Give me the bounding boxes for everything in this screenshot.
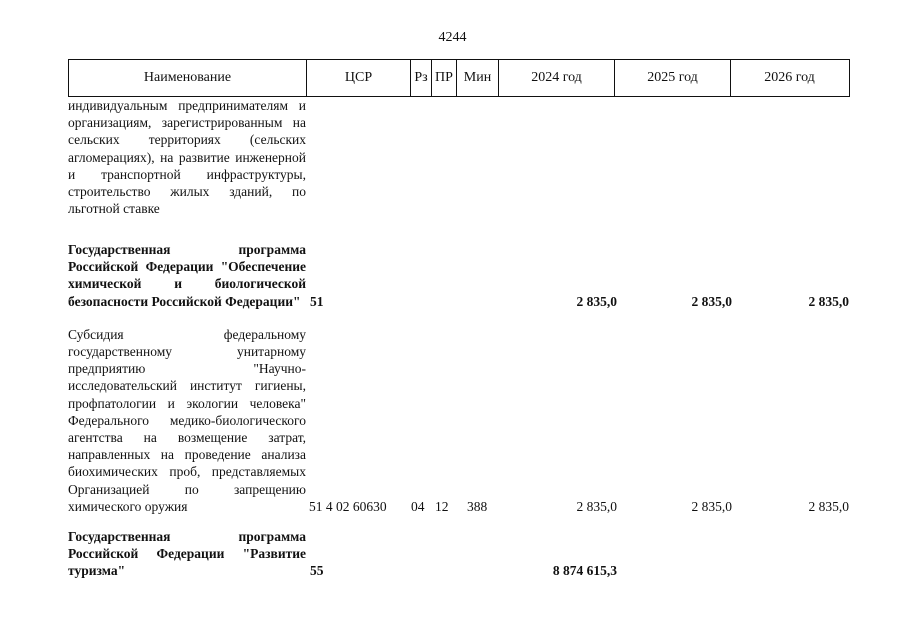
row-name: индивидуальным предпринимателям и организациям, зарегистрированным на сельских территориях (сельских агломерациях), на развитие инженерной и транспортной инфраструктуры, строительство жилых зданий, по льготной ставке	[68, 98, 306, 217]
header-min: Мин	[457, 60, 499, 96]
row-2024: 2 835,0	[576, 293, 617, 309]
header-csr: ЦСР	[307, 60, 411, 96]
table-row	[68, 528, 850, 580]
row-pr: 12	[435, 498, 449, 514]
table-row	[68, 326, 850, 515]
header-2026: 2026 год	[764, 70, 815, 85]
row-name: Субсидия федеральному государственному унитарному предприятию "Научно-исследовательский институт гигиены, профпатологии и экологии человека" Федерального медико-биологического агентства на возмещение затрат, направленных на проведение анализа биохимических проб, представляемых Организацией по запрещению химического оружия	[68, 326, 306, 514]
row-rz: 04	[411, 498, 425, 514]
row-min: 388	[467, 498, 488, 514]
row-2025: 2 835,0	[691, 293, 732, 309]
table-row	[68, 97, 850, 236]
header-rz: Рз	[411, 60, 432, 96]
row-2024: 8 874 615,3	[552, 563, 617, 579]
row-2025: 2 835,0	[691, 498, 732, 514]
row-2026: 2 835,0	[808, 293, 849, 309]
row-2024: 2 835,0	[576, 498, 617, 514]
table-header	[68, 59, 850, 97]
row-csr: 51	[310, 293, 324, 309]
header-pr: ПР	[432, 60, 457, 96]
row-name: Государственная программа Российской Федерации "Развитие туризма"	[68, 529, 306, 579]
table-body	[68, 97, 850, 580]
header-2024: 2024 год	[499, 60, 615, 96]
page-number: 4244	[438, 30, 467, 45]
row-csr: 51 4 02 60630	[309, 498, 387, 514]
header-2025: 2025 год	[615, 60, 731, 96]
row-name: Государственная программа Российской Федерации "Обеспечение химической и биологической безопасности Российской Федерации"	[68, 242, 306, 309]
header-name: Наименование	[69, 60, 307, 96]
row-2026: 2 835,0	[808, 498, 849, 514]
row-csr: 55	[310, 563, 324, 579]
table-row	[68, 241, 850, 310]
